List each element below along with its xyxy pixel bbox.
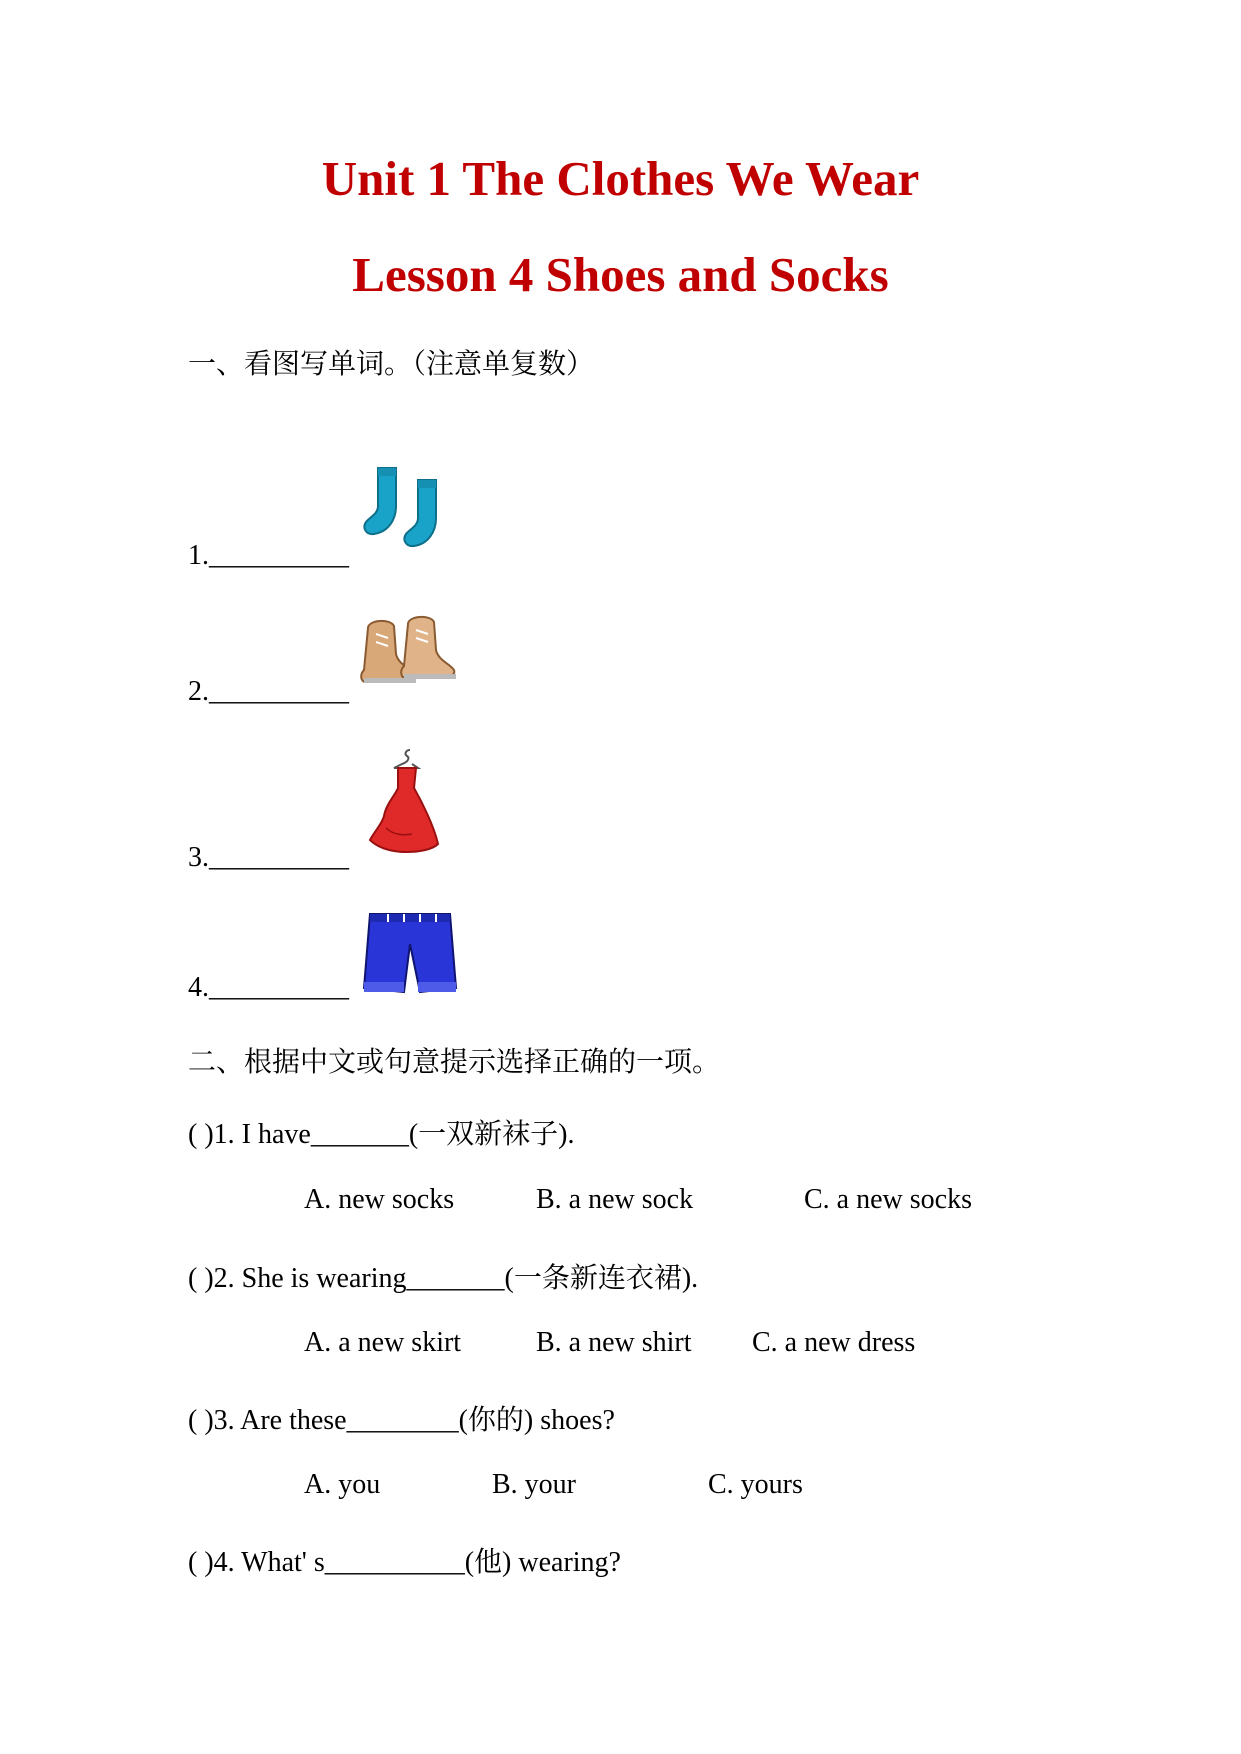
- item-1-blank[interactable]: 1.__________: [188, 540, 349, 571]
- question-2-option-b[interactable]: B. a new shirt: [536, 1327, 692, 1358]
- item-3-blank[interactable]: 3.__________: [188, 842, 349, 873]
- question-4-stem: ( )4. What' s__________(他) wearing?: [188, 1547, 621, 1578]
- question-1-option-c[interactable]: C. a new socks: [804, 1184, 972, 1215]
- dress-image: [362, 748, 452, 858]
- item-4-blank[interactable]: 4.__________: [188, 972, 349, 1003]
- socks-image: [360, 462, 465, 552]
- question-1-stem: ( )1. I have_______(一双新袜子).: [188, 1119, 575, 1150]
- question-2-option-c[interactable]: C. a new dress: [752, 1327, 916, 1358]
- question-2-option-a[interactable]: A. a new skirt: [304, 1327, 462, 1358]
- page-title: Unit 1 The Clothes We Wear: [321, 151, 920, 206]
- item-2-blank[interactable]: 2.__________: [188, 676, 349, 707]
- question-3-option-c[interactable]: C. yours: [708, 1469, 803, 1500]
- question-1-option-b[interactable]: B. a new sock: [536, 1184, 694, 1215]
- question-1-option-a[interactable]: A. new socks: [304, 1184, 455, 1215]
- section1-heading: 一、看图写单词。（注意单复数）: [188, 349, 595, 380]
- question-3-stem: ( )3. Are these________(你的) shoes?: [188, 1405, 615, 1436]
- section2-heading: 二、根据中文或句意提示选择正确的一项。: [188, 1047, 721, 1078]
- question-2-stem: ( )2. She is wearing_______(一条新连衣裙).: [188, 1263, 699, 1294]
- question-3-option-a[interactable]: A. you: [304, 1469, 381, 1500]
- question-3-option-b[interactable]: B. your: [492, 1469, 576, 1500]
- lesson-title: Lesson 4 Shoes and Socks: [352, 247, 889, 302]
- shoes-image: [358, 614, 463, 689]
- shorts-image: [358, 908, 460, 1000]
